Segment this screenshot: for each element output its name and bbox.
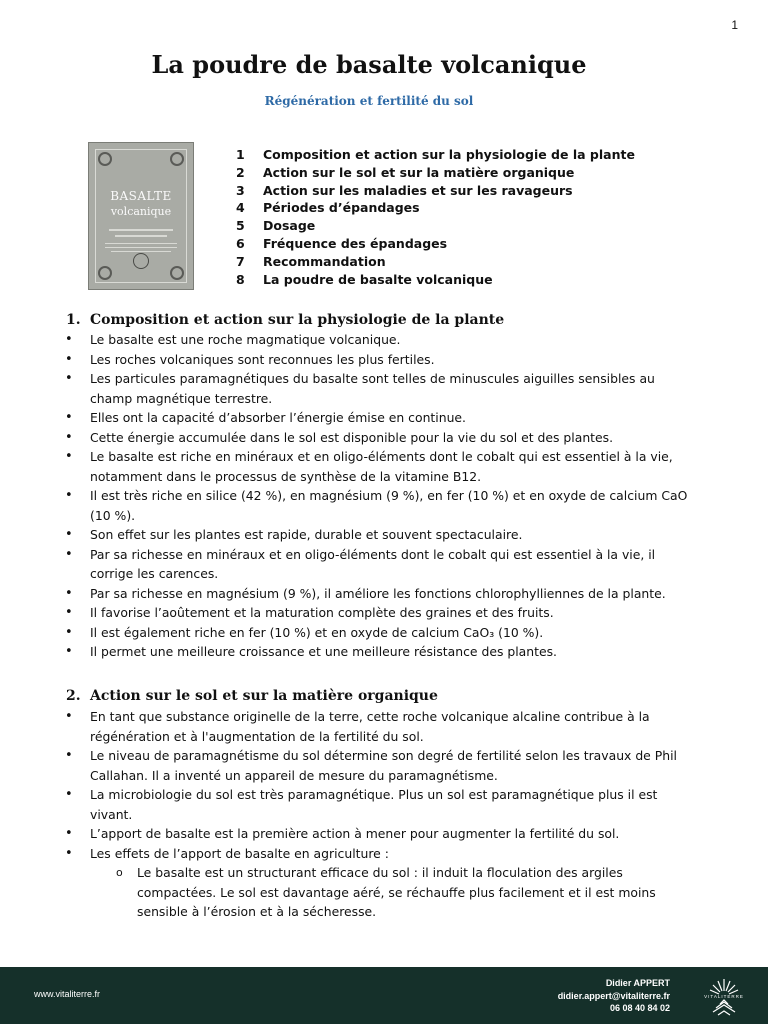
list-item: • Les effets de l’apport de basalte en agriculture : — [64, 844, 694, 864]
cover-text-line — [111, 251, 171, 252]
cover-text-line — [105, 243, 177, 244]
ornament-icon — [170, 152, 184, 166]
toc-item[interactable]: 8 La poudre de basalte volcanique — [236, 271, 493, 287]
cover-text-line — [105, 247, 177, 248]
cover-logo-icon — [133, 253, 149, 269]
ornament-icon — [98, 266, 112, 280]
list-item: • Le basalte est une roche magmatique volcanique. — [64, 330, 694, 350]
bullet-icon: • — [65, 332, 73, 347]
bullet-icon: • — [65, 624, 73, 640]
bullet-icon: • — [65, 644, 73, 659]
list-item: • En tant que substance originelle de la terre, cette roche volcanique alcaline contribue à la régénération et à l'augmentation de la fertilité du sol. — [65, 709, 650, 744]
bullet-icon: • — [65, 410, 73, 425]
book-cover-image — [88, 142, 194, 290]
page-number: 1 — [731, 18, 738, 32]
page-title: La poudre de basalte volcanique — [151, 50, 587, 79]
toc-item[interactable]: 5 Dosage — [236, 218, 316, 234]
ornament-icon — [170, 266, 184, 280]
list-item: • Il permet une meilleure croissance et une meilleure résistance des plantes. — [64, 642, 694, 662]
footer-contact — [558, 977, 670, 1015]
list-item: • Le niveau de paramagnétisme du sol détermine son degré de fertilité selon les travaux de Phil Callahan. Il a inventé un appareil de mesure du paramagnétisme. — [65, 748, 677, 783]
ornament-icon — [98, 152, 112, 166]
bullet-icon: • — [65, 787, 73, 802]
bullet-icon: • — [65, 826, 73, 841]
footer-website-link[interactable]: www.vitaliterre.fr — [34, 989, 101, 999]
logo-wordmark: VITALITERRE — [704, 994, 744, 999]
sub-bullet-icon: o — [116, 866, 123, 879]
section-1-list — [64, 330, 694, 662]
toc-item[interactable]: 6 Fréquence des épandages — [236, 235, 448, 251]
toc-item[interactable]: 1 Composition et action sur la physiologie de la plante — [236, 147, 635, 162]
list-item: • Son effet sur les plantes est rapide, durable et souvent spectaculaire. — [64, 525, 694, 545]
contact-name: Didier APPERT — [605, 978, 670, 988]
section-2-heading: 2. Action sur le sol et sur la matière organique — [66, 688, 438, 704]
list-item: • Cette énergie accumulée dans le sol est disponible pour la vie du sol et des plantes. — [64, 428, 694, 448]
bullet-icon: • — [65, 371, 73, 386]
section-2-list — [64, 707, 694, 922]
cover-title-line2: volcanique — [110, 205, 172, 218]
page-subtitle: Régénération et fertilité du sol — [264, 94, 474, 108]
bullet-icon: • — [65, 527, 73, 542]
bullet-icon: • — [65, 748, 73, 763]
list-item: • Il est très riche en silice (42 %), en magnésium (9 %), en fer (10 %) et en oxyde de calcium CaO (10 %). — [65, 488, 688, 523]
cover-text-line — [115, 235, 167, 237]
toc-item[interactable]: 4 Périodes d’épandages — [236, 200, 420, 216]
toc-item[interactable]: 2 Action sur le sol et sur la matière organique — [236, 164, 575, 180]
toc-item[interactable]: 3 Action sur les maladies et sur les ravageurs — [236, 182, 573, 198]
table-of-contents — [236, 146, 635, 288]
list-item: • Par sa richesse en magnésium (9 %), il améliore les fonctions chlorophylliennes de la plante. — [64, 584, 694, 604]
list-item: • L’apport de basalte est la première action à mener pour augmenter la fertilité du sol. — [64, 824, 694, 844]
bullet-icon: • — [65, 605, 73, 620]
toc-item[interactable]: 7 Recommandation — [236, 253, 386, 269]
cover-text-line — [109, 229, 173, 231]
bullet-icon: • — [65, 546, 73, 562]
bullet-icon: • — [65, 585, 73, 601]
cover-title-line1: BASALTE — [110, 189, 172, 203]
bullet-icon: • — [65, 449, 73, 464]
list-item: • Il est également riche en fer (10 %) et en oxyde de calcium CaO₃ (10 %). — [64, 623, 694, 643]
sub-list-item: o Le basalte est un structurant efficace du sol : il induit la floculation des argiles compactées. Le sol est davantage aéré, se réchauffe plus facilement et il est moins sensible à l’érosion et à la sécheresse. — [116, 865, 656, 919]
list-item: • Les roches volcaniques sont reconnues les plus fertiles. — [64, 350, 694, 370]
section-1-heading: 1. Composition et action sur la physiologie de la plante — [66, 312, 505, 328]
bullet-icon: • — [65, 845, 73, 861]
list-item: • Il favorise l’aoûtement et la maturation complète des graines et des fruits. — [64, 603, 694, 623]
list-item: • Par sa richesse en minéraux et en oligo-éléments dont le cobalt qui est essentiel à la vie, il corrige les carences. — [65, 546, 656, 581]
list-item: • La microbiologie du sol est très paramagnétique. Plus un sol est paramagnétique plus il est vivant. — [65, 787, 658, 822]
contact-email-link[interactable]: didier.appert@vitaliterre.fr — [557, 990, 670, 1001]
contact-phone: 06 08 40 84 02 — [609, 1003, 670, 1013]
list-item: • Elles ont la capacité d’absorber l’énergie émise en continue. — [64, 408, 694, 428]
list-item: • Les particules paramagnétiques du basalte sont telles de minuscules aiguilles sensibles au champ magnétique terrestre. — [65, 371, 655, 406]
bullet-icon: • — [65, 488, 73, 503]
list-item: • Le basalte est riche en minéraux et en oligo-éléments dont le cobalt qui est essentiel à la vie, notamment dans le processus de synthèse de la vitamine B12. — [65, 449, 673, 484]
bullet-icon: • — [65, 429, 73, 445]
bullet-icon: • — [65, 351, 73, 367]
page-footer — [0, 967, 768, 1024]
bullet-icon: • — [65, 709, 73, 724]
